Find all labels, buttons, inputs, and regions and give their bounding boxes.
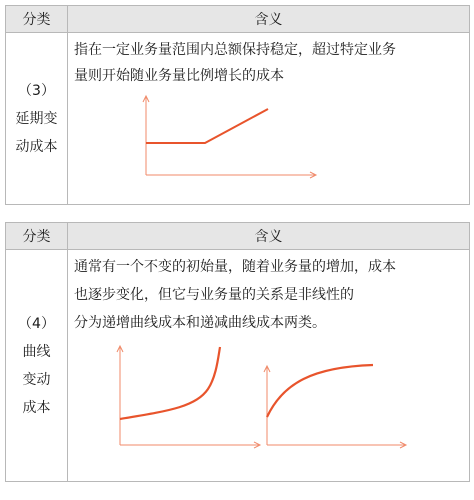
header-category: 分类 (6, 223, 68, 250)
decreasing-curve-chart (264, 365, 406, 448)
category-cell (6, 33, 68, 205)
category-label-line: 延期变 (15, 110, 58, 127)
meaning-cell (68, 250, 470, 482)
table-header-row (6, 223, 470, 250)
curve-cost-charts (68, 337, 468, 472)
header-category: 分类 (6, 6, 68, 33)
category-label-line: 曲线 (22, 343, 51, 360)
table-row (6, 33, 470, 205)
meaning-text-line: 分为递增曲线成本和递减曲线成本两类。 (74, 315, 326, 331)
header-meaning: 含义 (68, 223, 470, 250)
table-row (6, 250, 470, 482)
meaning-text-line: 指在一定业务量范围内总额保持稳定，超过特定业务 (74, 42, 396, 58)
meaning-text-line: 通常有一个不变的初始量，随着业务量的增加，成本 (74, 259, 396, 275)
category-label-line: 动成本 (15, 138, 58, 155)
category-cell (6, 250, 68, 482)
meaning-text (68, 250, 469, 337)
delayed-cost-line (146, 109, 268, 143)
delayed-cost-chart (68, 89, 468, 181)
table-header-row (6, 6, 470, 33)
meaning-text-line: 量则开始随业务量比例增长的成本 (74, 68, 284, 84)
increasing-curve-chart (117, 346, 260, 448)
table-delayed-variable-cost (5, 5, 470, 205)
category-label-line: （3） (18, 82, 55, 99)
meaning-cell (68, 33, 470, 205)
category-label-line: 变动 (22, 371, 51, 388)
category-label-line: 成本 (22, 399, 51, 416)
header-meaning: 含义 (68, 6, 470, 33)
meaning-text (68, 33, 469, 89)
increasing-curve (120, 347, 220, 419)
table-curve-variable-cost (5, 222, 470, 482)
category-label-line: （4） (18, 315, 55, 332)
decreasing-curve (267, 365, 373, 417)
meaning-text-line: 也逐步变化，但它与业务量的关系是非线性的 (74, 287, 354, 303)
